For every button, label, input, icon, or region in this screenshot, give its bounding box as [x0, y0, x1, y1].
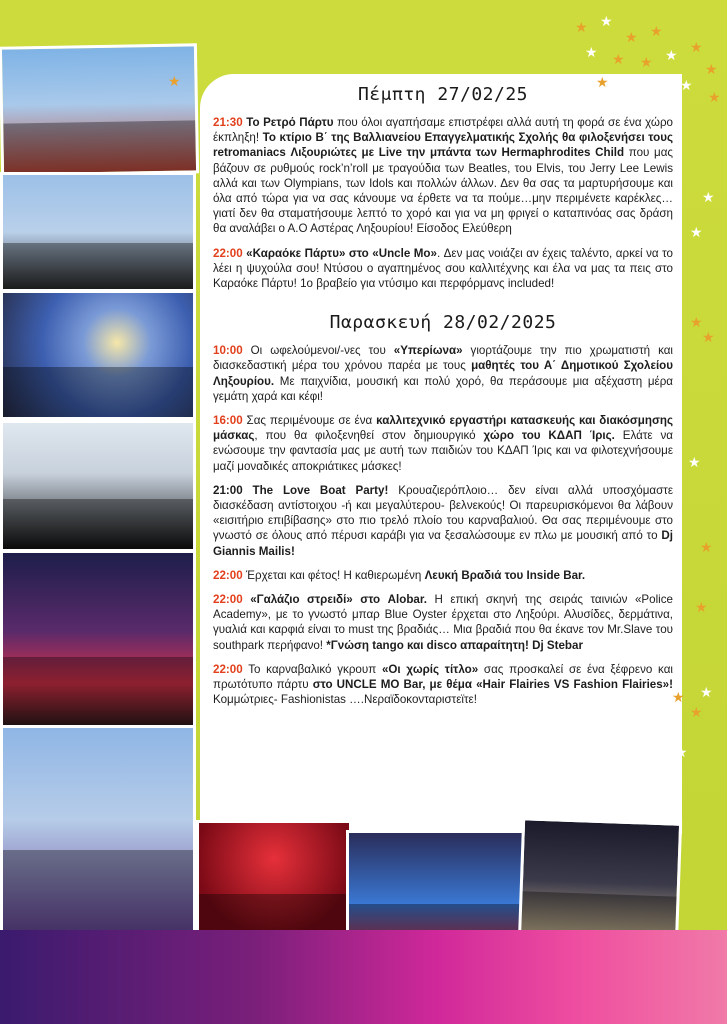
event-highlight: Dj Giannis Mailis!: [213, 529, 673, 558]
event-time: 22:00: [213, 593, 243, 607]
event-text: Κρουαζιερόπλοιο… δεν είναι αλλά υποσχόμαστε διασκέδαση αντίστοιχου -ή και μεγαλύτερου- βελνεκούς! Οι παρευρισκόμενοι θα λάβουν «εισιτήριο επιβίβασης» στο πιο τρελό πλοίο του καρναβαλιού. Θα σας περιμένουμε στο γνωστό σε όλους από πέρυσι καράβι για να ξεσαλώσουμε εν πλω με μουσική από το: [213, 483, 673, 543]
photo-cage-stage: [0, 172, 196, 292]
event-entry: [213, 568, 673, 583]
star-icon: ★: [695, 599, 708, 615]
star-icon: ★: [625, 29, 638, 45]
star-icon: ★: [672, 689, 685, 705]
event-text: που όλοι αγαπήσαμε επιστρέφει αλλά αυτή τη φορά σε ένα χώρο έκπληξη!: [213, 116, 673, 145]
star-icon: ★: [688, 454, 701, 470]
event-highlight: 21:00 The Love Boat Party!: [213, 483, 389, 497]
star-icon: ★: [690, 224, 703, 240]
photo-night-church: [518, 817, 682, 948]
event-time: 22:00: [213, 568, 243, 582]
star-icon: ★: [612, 51, 625, 67]
event-text: γιορτάζουμε την πιο χρωματιστή και διασκεδαστική μέρα του χρόνου παρέα με τους: [213, 344, 674, 373]
photo-carnival-street: [0, 43, 199, 176]
event-text: Το καρναβαλικό γκρουπ: [242, 662, 382, 676]
star-icon: ★: [585, 44, 598, 60]
star-icon: ★: [665, 47, 678, 63]
star-icon: ★: [702, 189, 715, 205]
star-icon: ★: [708, 89, 721, 105]
event-entry: [213, 246, 673, 292]
event-entry: [213, 592, 673, 653]
event-text: Έρχεται και φέτος! Η καθιερωμένη: [242, 568, 425, 582]
event-highlight: «Οι χωρίς τίτλο»: [381, 662, 479, 676]
star-icon: ★: [690, 704, 703, 720]
event-text: . Δεν μας νοιάζει αν έχεις ταλέντο, αρκεί να το λέει η ψυχούλα σου! Ντύσου ο αγαπημένος σου καλλιτέχνης και έλα να μας τα πεις στο Καραόκε Πάρτυ! 1ο βραβείο για ντύσιμο και περφόρμανς included!: [213, 246, 673, 291]
star-icon: ★: [600, 13, 613, 29]
star-icon: ★: [700, 539, 713, 555]
carnival-bottom-decoration: [0, 930, 727, 1024]
event-text: Ελάτε να ενώσουμε την φαντασία μας με αυτή των παιδιών του ΚΔΑΠ Ίρις και να φιλοτεχνήσουμε μαζί μοναδικές αποκριάτικες μάσκες!: [213, 429, 673, 473]
event-highlight: «Καραόκε Πάρτυ» στο «Uncle Mo»: [246, 246, 437, 260]
event-text: Η επική σκηνή της σειράς ταινιών «Police Academy», με το γνωστό μπαρ Blue Oyster έρχεται στο Ληξούρι. Αλυσίδες, δερμάτινα, γυαλιά και καρφιά είναι το must της βραδιάς… Μια βραδιά που θα έκανε τον Mr.Slave του southpark περήφανο!: [213, 593, 673, 652]
star-icon: ★: [702, 329, 715, 345]
star-icon: ★: [596, 74, 609, 90]
event-entry: [213, 413, 673, 474]
star-icon: ★: [690, 314, 703, 330]
event-text: Με παιχνίδια, μουσική και πολύ χορό, θα περάσουμε μια αξέχαστη μέρα γεμάτη χαρά και κέφι!: [213, 374, 673, 403]
event-time: 16:00: [213, 414, 243, 428]
event-entry: [213, 662, 673, 708]
event-text: σας προσκαλεί σε ένα ξέφρενο και πρωτότυπο πάρτυ: [213, 662, 673, 692]
star-icon: ★: [690, 39, 703, 55]
star-icon: ★: [168, 73, 181, 89]
event-highlight: χώρο του ΚΔΑΠ Ίρις.: [483, 429, 615, 443]
photo-statue-confetti: [0, 725, 196, 935]
event-time: 21:30: [213, 116, 243, 129]
event-entry: [213, 483, 673, 559]
day-heading: Πέμπτη 27/02/25: [357, 84, 529, 105]
photo-dancers-red: [196, 820, 352, 945]
star-icon: ★: [640, 54, 653, 70]
event-highlight: «Υπερίωνα»: [393, 344, 463, 358]
event-text: Σας περιμένουμε σε ένα: [242, 414, 377, 428]
photo-band-retro: [0, 420, 196, 552]
event-text: , που θα φιλοξενηθεί στον δημιουργικό: [254, 429, 484, 443]
event-highlight: Λευκή Βραδιά του Inside Bar.: [424, 568, 586, 582]
event-highlight: μαθητές του Α΄ Δημοτικού Σχολείου Ληξουρίου.: [213, 359, 674, 388]
event-time: 22:00: [213, 662, 243, 676]
event-entry: [213, 343, 673, 404]
section-spacer: [213, 300, 673, 308]
star-icon: ★: [675, 744, 688, 760]
event-text: Κομμώτριες- Fashionistas ….Νεραϊδοκονταριστεϊτε!: [213, 693, 477, 707]
star-icon: ★: [650, 23, 663, 39]
event-highlight: Το κτίριο Β΄ της Βαλλιανείου Επαγγελματικής Σχολής θα φιλοξενήσει τους retromaniacs Λιξουριώτες με Live την μπάντα των Hermaphrodites Child: [213, 131, 673, 160]
day-heading: Παρασκευή 28/02/2025: [329, 312, 557, 334]
event-highlight: Το Ρετρό Πάρτυ: [246, 116, 334, 129]
event-time: 10:00: [213, 344, 243, 358]
star-icon: ★: [705, 61, 718, 77]
star-icon: ★: [700, 684, 713, 700]
event-highlight: «Γαλάζιο στρειδί» στο Alobar.: [250, 593, 427, 607]
photo-concert-crowd: [0, 290, 196, 420]
star-icon: ★: [575, 19, 588, 35]
program-text: [213, 80, 673, 717]
star-icon: ★: [680, 77, 693, 93]
event-entry: [213, 115, 673, 237]
event-highlight: *Γνώση tango και disco απαραίτητη! Dj Stebar: [326, 638, 583, 652]
event-highlight: καλλιτεχνικό εργαστήρι κατασκευής και διακόσμησης μάσκας: [213, 414, 674, 443]
event-text: που μας βάζουν σε ρυθμούς rock’n’roll με τραγούδια των Beatles, του Elvis, του Jerry Lee Lewis αλλά και των Olympians, των Idols και πολλών άλλων. Δεν θα σας τα μαρτυρήσουμε και όλα από τώρα για να σας κάνουμε να έρθετε να τα πούμε…μην περιμένετε καρέκλες… γιατί δεν θα σταματήσουμε λεπτό το χορό και για να μη φριγεί ο καταπινόας σας δράση θα αναλάβει ο Α.Ο Αστέρας Ληξουρίου! Είσοδος Ελεύθερη: [213, 146, 673, 236]
event-time: 22:00: [213, 246, 243, 260]
event-text: Οι ωφελούμενοι/-νες του: [242, 344, 394, 358]
event-highlight: στο UNCLE MO Bar, με θέμα «Hair Flairies VS Fashion Flairies»!: [312, 678, 673, 692]
photo-love-boat: [0, 550, 196, 730]
